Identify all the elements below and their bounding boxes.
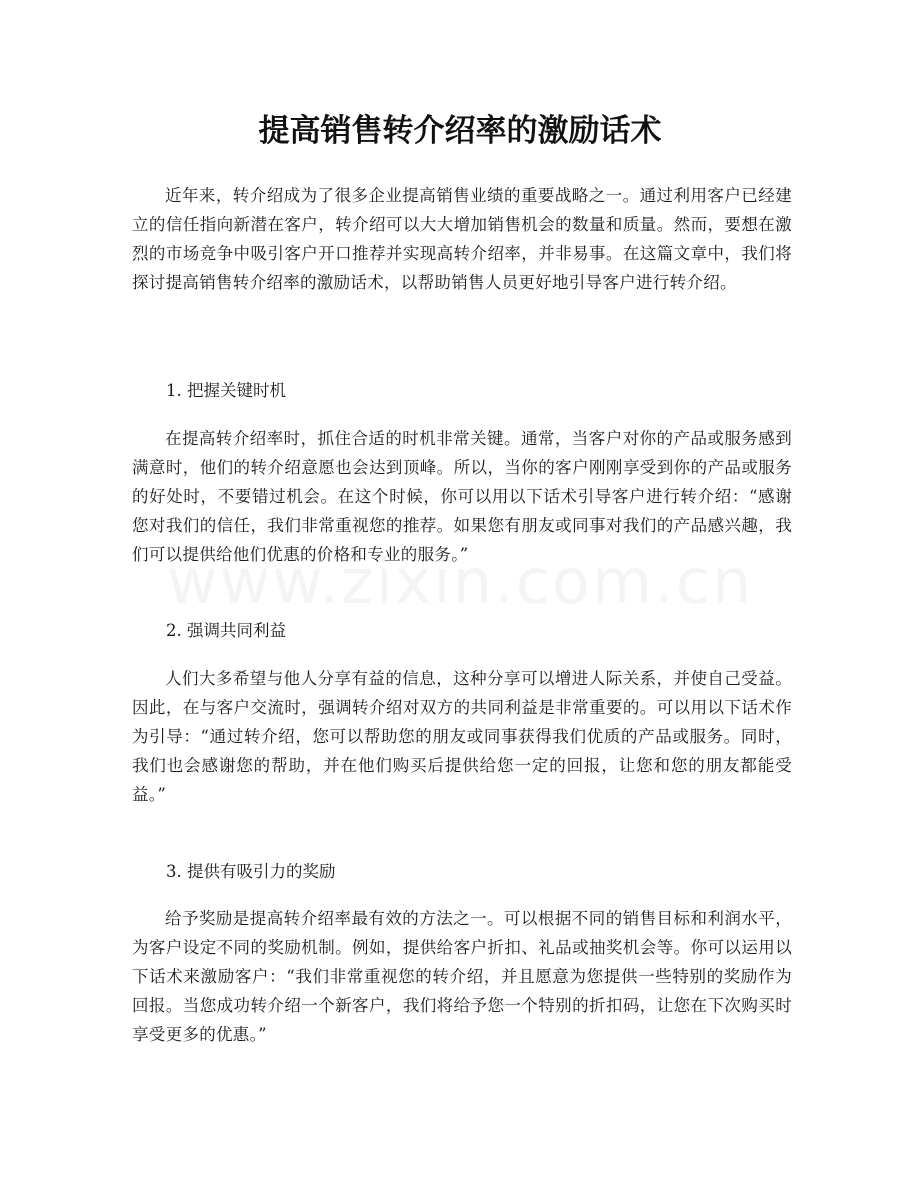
intro-paragraph: 近年来，转介绍成为了很多企业提高销售业绩的重要战略之一。通过利用客户已经建立的信任指向新潜在客户，转介绍可以大大增加销售机会的数量和质量。然而，要想在激烈的市场竞争中吸引客户开口推荐并实现高转介绍率，并非易事。在这篇文章中，我们将探讨提高销售转介绍率的激励话术，以帮助销售人员更好地引导客户进行转介绍。 bbox=[132, 186, 792, 292]
section-heading-2: 2. 强调共同利益 bbox=[166, 621, 286, 640]
section-body-3: 给予奖励是提高转介绍率最有效的方法之一。可以根据不同的销售目标和利润水平，为客户设定不同的奖励机制。例如，提供给客户折扣、礼品或抽奖机会等。你可以运用以下话术来激励客户：“我们非常重视您的转介绍，并且愿意为您提供一些特别的奖励作为回报。当您成功转介绍一个新客户，我们将给予您一个特别的折扣码，让您在下次购买时享受更多的优惠。” bbox=[132, 909, 792, 1044]
document-title: 提高销售转介绍率的激励话术 bbox=[258, 113, 662, 149]
section-heading-1: 1. 把握关键时机 bbox=[166, 381, 286, 400]
section-heading-3: 3. 提供有吸引力的奖励 bbox=[166, 862, 336, 881]
section-body-2: 人们大多希望与他人分享有益的信息，这种分享可以增进人际关系，并使自己受益。因此，在与客户交流时，强调转介绍对双方的共同利益是非常重要的。可以用以下话术作为引导：“通过转介绍，您可以帮助您的朋友或同事获得我们优质的产品或服务。同时，我们也会感谢您的帮助，并在他们购买后提供给您一定的回报，让您和您的朋友都能受益。” bbox=[132, 669, 792, 804]
section-body-1: 在提高转介绍率时，抓住合适的时机非常关键。通常，当客户对你的产品或服务感到满意时，他们的转介绍意愿也会达到顶峰。所以，当你的客户刚刚享受到你的产品或服务的好处时，不要错过机会。在这个时候，你可以用以下话术引导客户进行转介绍：“感谢您对我们的信任，我们非常重视您的推荐。如果您有朋友或同事对我们的产品感兴趣，我们可以提供给他们优惠的价格和专业的服务。” bbox=[132, 429, 792, 564]
